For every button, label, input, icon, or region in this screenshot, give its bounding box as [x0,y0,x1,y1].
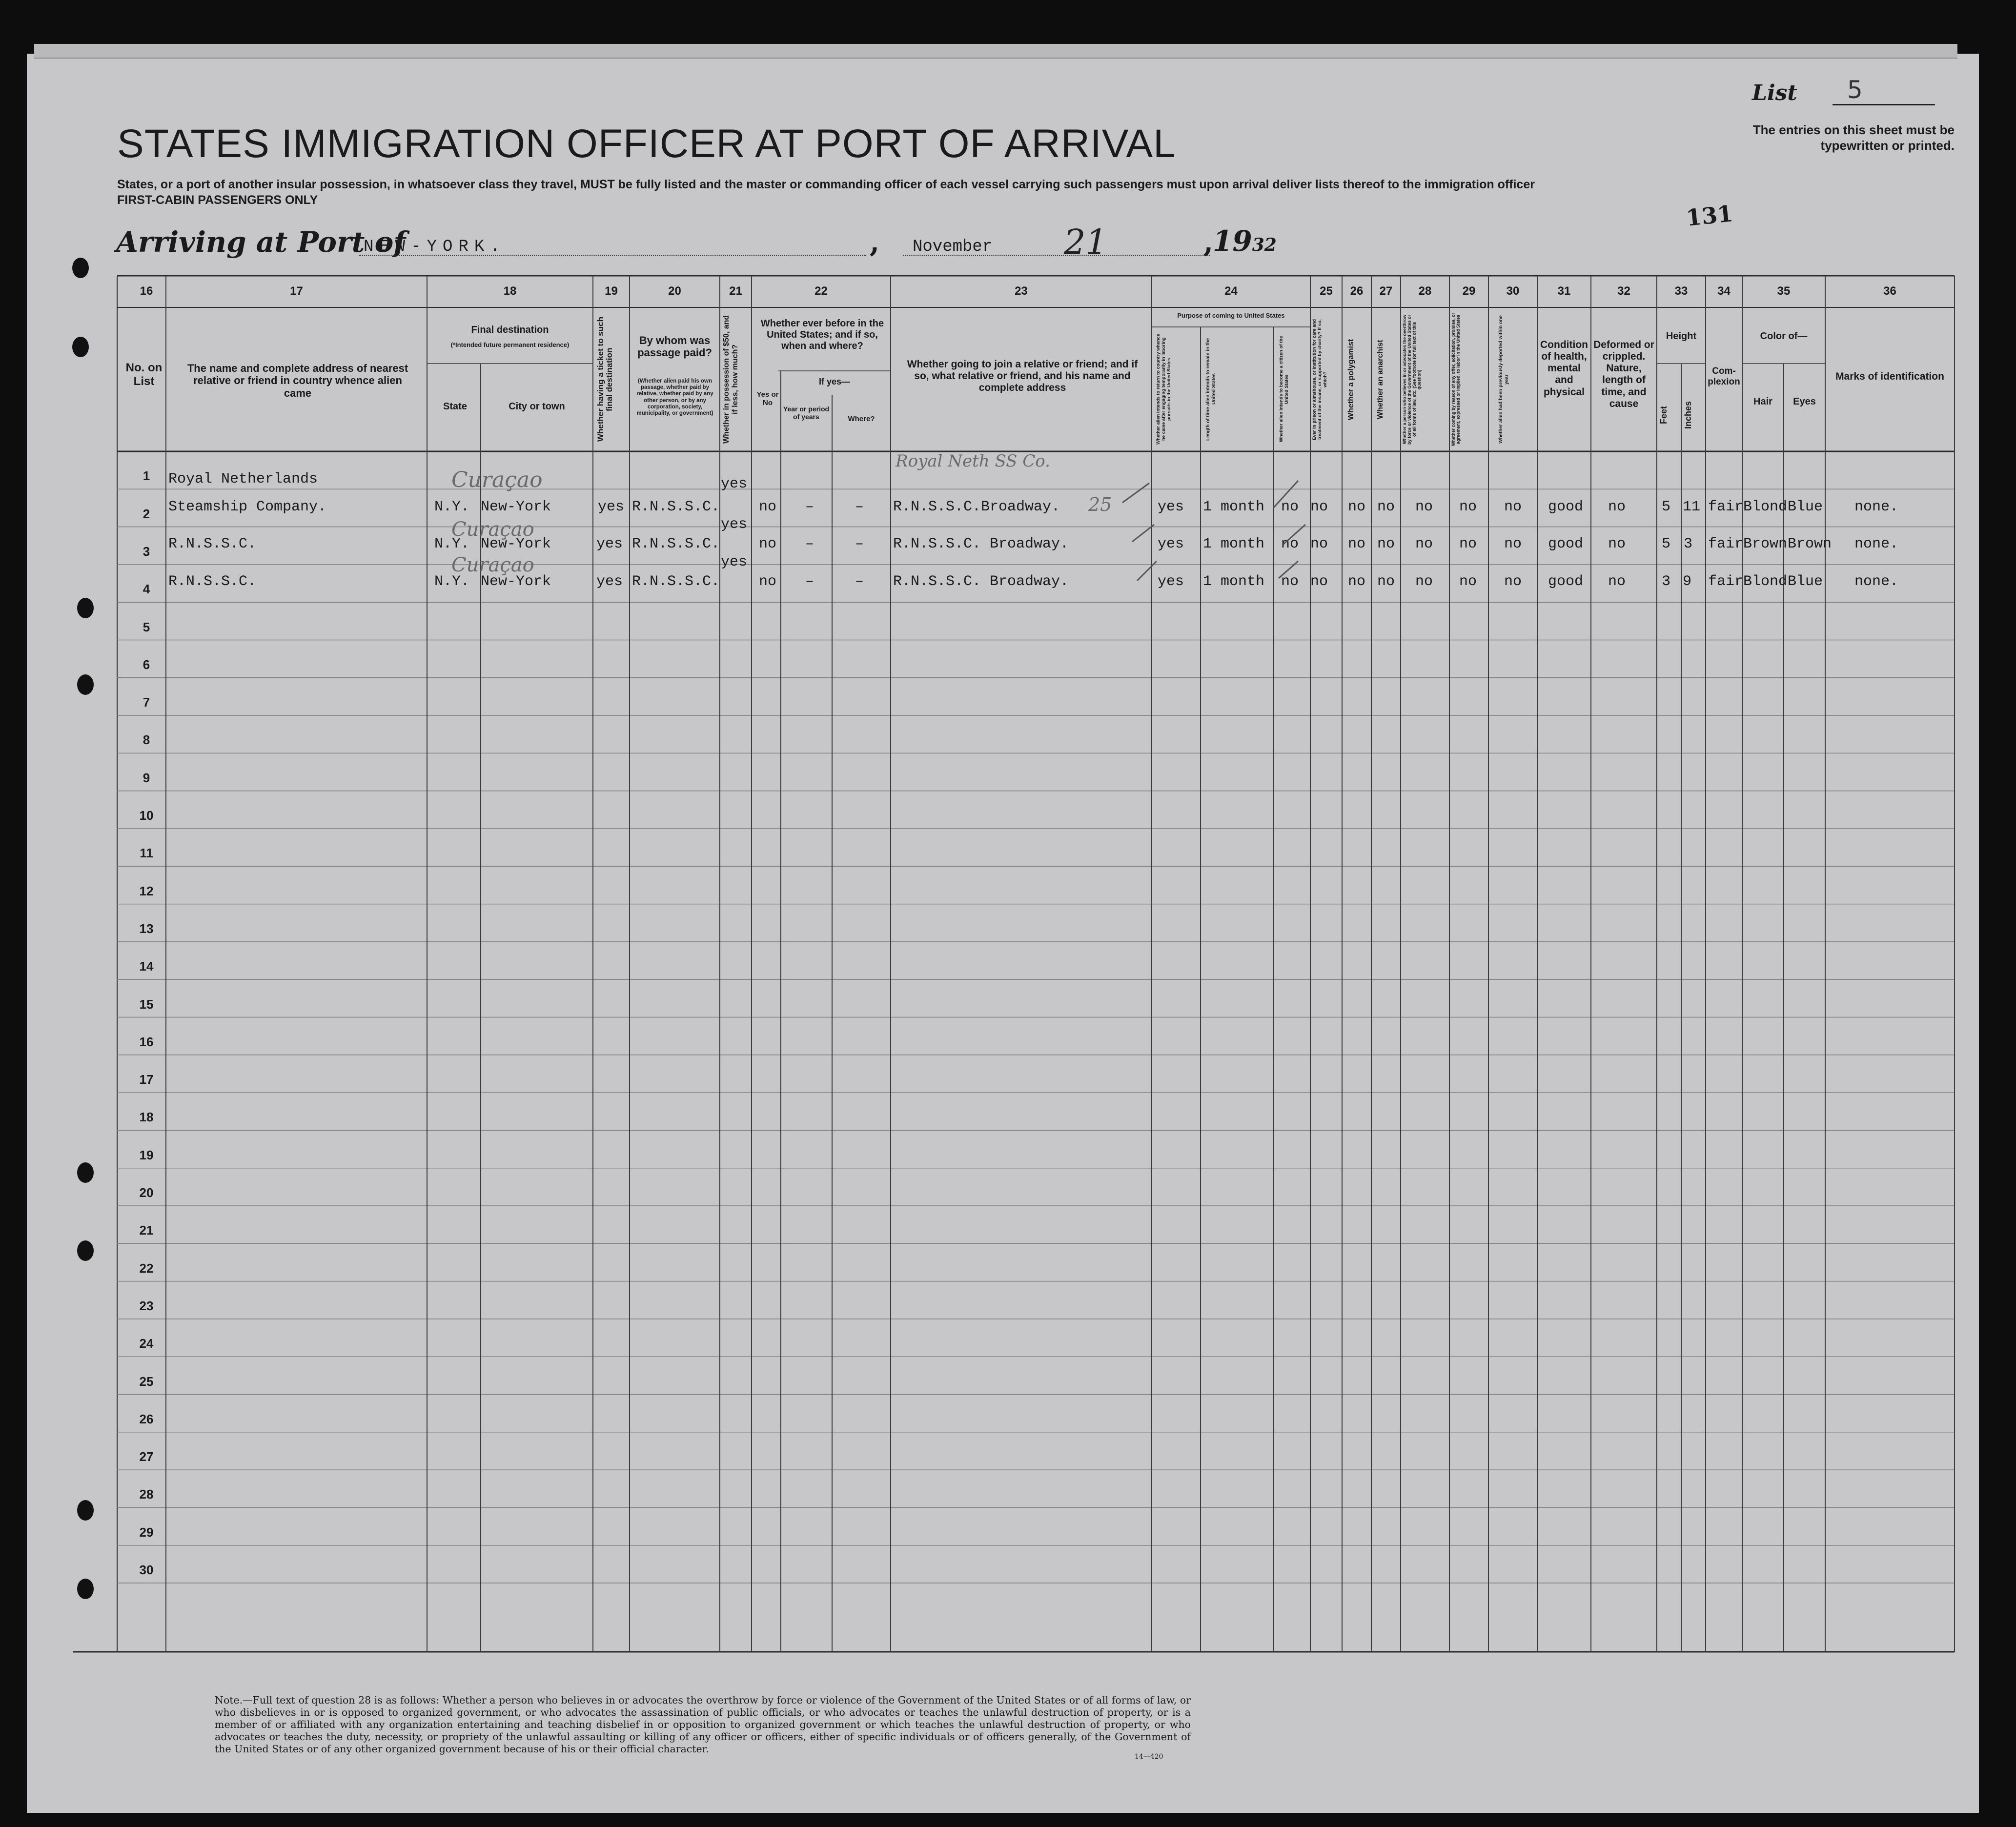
row-number: 1 [143,468,150,484]
header-feet: Feet [1659,406,1669,424]
row-number: 28 [139,1487,154,1502]
subtitle-line-1: States, or a port of another insular possession, in whatsoever class they travel, MUST be fully listed and the master or commanding officer of each vessel carrying such passengers must upon arrival deliver lists thereof to the immigration officer [117,178,1535,191]
header-purpose: Purpose of coming to United States [1177,312,1285,319]
ticket-value: yes [598,499,625,515]
form-number: 14—420 [1135,1753,1163,1761]
feet-value: 5 [1662,499,1671,515]
header-anarchist: Whether an anarchist [1376,340,1385,419]
header-where: Where? [848,415,875,423]
column-number: 26 [1350,284,1364,298]
row-number: 17 [139,1072,154,1087]
column-number: 35 [1777,284,1791,298]
anarchist-value: no [1377,536,1395,552]
entries-note: The entries on this sheet must be typewritten or printed. [1752,122,1955,153]
row-number: 21 [139,1223,154,1238]
deported-value: no [1504,536,1522,552]
row-number: 4 [143,582,150,597]
before-value: no [759,573,777,590]
relative-line-2: R.N.S.S.C. [168,573,257,590]
ticket-value: yes [596,536,623,552]
handwritten-destination: Curaçao [451,554,534,576]
row-number: 23 [139,1298,154,1313]
state-value: N.Y. [434,499,470,515]
length-value: 1 month [1203,499,1265,515]
column-number: 18 [503,284,517,298]
fifty-value: yes [721,516,748,533]
row-number: 13 [139,921,154,936]
list-number: 5 [1833,76,1935,105]
eyes-value: Blue [1788,573,1823,590]
city-value: New-York [481,536,551,552]
prison-value: no [1310,499,1328,515]
list-label: List [1752,81,1797,105]
row-number: 10 [139,808,154,823]
city-value: New-York [481,499,551,515]
row-number: 2 [143,506,150,521]
header-nearest-relative: The name and complete address of nearest relative or friend in country whence alien came [187,362,408,399]
years-value: – [805,573,815,590]
header-no-on-list: No. on List [125,361,163,388]
column-number: 17 [290,284,303,298]
paid-by-value: R.N.S.S.C. [632,499,720,515]
length-value: 1 month [1203,536,1265,552]
header-final-destination: Final destination [471,325,549,335]
row-number: 25 [139,1374,154,1389]
citizen-value: no [1281,536,1299,552]
row-number: 3 [143,544,150,559]
handwritten-number: 25 [1088,494,1112,515]
return-value: yes [1158,573,1184,590]
header-deformed: Deformed or crippled. Nature, length of time, and cause [1593,339,1654,409]
header-height: Height [1666,331,1697,342]
column-number: 36 [1883,284,1896,298]
return-value: yes [1158,536,1184,552]
anarchist-value: no [1377,499,1395,515]
feet-value: 3 [1662,573,1671,590]
row-number: 18 [139,1110,154,1125]
state-value: N.Y. [434,573,470,590]
row-number: 29 [139,1524,154,1540]
row-number: 16 [139,1034,154,1049]
joining-value: R.N.S.S.C. Broadway. [893,573,1069,590]
header-year-period: Year or period of years [783,405,830,421]
deformed-value: no [1608,573,1626,590]
joining-value: R.N.S.S.C. Broadway. [893,536,1069,552]
header-color-of: Color of— [1760,331,1808,342]
row-number: 27 [139,1449,154,1464]
header-inches: Inches [1683,401,1693,429]
year-prefix: 19 [1213,224,1252,258]
row-number: 11 [140,846,153,861]
column-number: 23 [1015,284,1028,298]
column-number: 22 [815,284,828,298]
marks-value: none. [1854,499,1899,515]
subtitle-line-2: FIRST-CABIN PASSENGERS ONLY [117,193,318,207]
years-value: – [805,499,815,515]
row-number: 22 [139,1260,154,1276]
years-value: – [805,536,815,552]
handwritten-destination: Curaçao [451,467,543,492]
handwritten-note: Royal Neth SS Co. [896,451,1050,471]
header-eyes: Eyes [1793,396,1816,407]
header-final-destination-note: (*Intended future permanent residence) [450,341,570,348]
eyes-value: Blue [1788,499,1823,515]
row-number: 24 [139,1336,154,1351]
header-if-yes: If yes— [818,377,851,386]
header-health: Condition of health, mental and physical [1540,339,1588,398]
return-value: yes [1158,499,1184,515]
header-deported: Whether alien had been previously deported within one year [1498,315,1509,444]
inches-value: 3 [1684,536,1693,552]
page-title: STATES IMMIGRATION OFFICER AT PORT OF ARRIVAL [117,122,1176,166]
q28-value: no [1415,573,1433,590]
header-passage-note: (Whether alien paid his own passage, whether paid by relative, whether paid by any other person, or by any corporation, society, municipality, or government) [636,378,713,417]
footnote: Note.—Full text of question 28 is as follows: Whether a person who believes in or advocates the overthrow by force or violence of the Government of the United States or of all forms of law, or who disbelieves in or is opposed to organized government, or who advocates the assassination of public officials, or who advocates or teaches the unlawful destruction of property, or is a member of or affiliated with any organization entertaining and teaching disbelief in or opposition to organized government or which teaches the unlawful destruction of property, or who advocates or teaches the duty, necessity, or propriety of the unlawful assaulting or killing of any officer or officers, either of specific individuals or of officers generally, of the Government of the United States or of any other organized government because of his or their official character. [215,1694,1191,1755]
column-number: 34 [1717,284,1731,298]
row-number: 30 [139,1563,154,1577]
header-question-28: Whether a person who believes in or advocates the overthrow by force or violence of the Government of the United States or of all forms of law, etc. (See footnote for full text of this question) [1402,314,1422,445]
header-ever-before: Whether ever before in the United States; and if so, when and where? [760,318,884,351]
contract-value: no [1459,499,1477,515]
q28-value: no [1415,536,1433,552]
relative-line-1: Royal Netherlands [168,471,318,487]
inches-value: 9 [1683,573,1692,590]
marks-value: none. [1854,573,1899,590]
row-number: 26 [139,1411,154,1426]
paid-by-value: R.N.S.S.C. [632,573,720,590]
column-number: 21 [729,284,742,298]
hair-value: Brown [1743,536,1788,552]
ticket-value: yes [596,573,623,590]
column-number: 19 [605,284,618,298]
row-number: 14 [139,959,154,974]
contract-value: no [1459,536,1477,552]
deported-value: no [1504,573,1522,590]
row-number: 19 [139,1147,154,1162]
health-value: good [1548,499,1584,515]
column-number: 28 [1418,284,1432,298]
header-city: City or town [509,401,565,412]
header-citizen: Whether alien intends to become a citizen of the United States [1279,336,1289,443]
arriving-label: Arriving at Port of [116,225,406,259]
header-polygamist: Whether a polygamist [1347,339,1355,420]
header-fifty-dollars: Whether in possession of $50, and if less, how much? [722,315,739,444]
before-value: no [759,499,777,515]
column-number: 30 [1506,284,1520,298]
port-value: NEW-YORK. [364,238,506,256]
header-hair: Hair [1753,396,1772,407]
hair-value: Blond [1743,499,1788,515]
row-number: 6 [143,657,150,672]
citizen-value: no [1281,573,1299,590]
where-value: – [855,573,864,590]
header-ticket: Whether having a ticket to such final destination [596,317,614,442]
column-number: 33 [1674,284,1688,298]
header-state: State [443,401,467,412]
header-joining: Whether going to join a relative or friend; and if so, what relative or friend, and his name and complete address [907,359,1138,394]
row-number: 12 [139,883,154,898]
anarchist-value: no [1377,573,1395,590]
row-number: 7 [143,695,150,710]
column-number: 16 [140,284,153,298]
relative-line-2: R.N.S.S.C. [168,536,257,552]
header-yes-no: Yes or No [756,390,779,407]
header-length-of-stay: Length of time alien intends to remain in the United States [1205,338,1217,441]
column-number: 29 [1462,284,1476,298]
deported-value: no [1504,499,1522,515]
fifty-value: yes [721,554,748,570]
comma: , [870,225,880,259]
polygamist-value: no [1348,573,1366,590]
health-value: good [1548,536,1584,552]
fifty-value: yes [721,476,748,492]
q28-value: no [1415,499,1433,515]
complexion-value: fair [1708,499,1744,515]
column-number: 24 [1224,284,1238,298]
prison-value: no [1310,573,1328,590]
header-passage-paid: By whom was passage paid? [637,334,712,359]
header-return: Whether alien intends to return to country whence he came after engaging temporarily in laboring pursuits in the United States [1156,334,1172,445]
state-value: N.Y. [434,536,470,552]
deformed-value: no [1608,536,1626,552]
eyes-value: Brown [1788,536,1832,552]
header-marks: Marks of identification [1835,371,1944,382]
column-number: 27 [1379,284,1393,298]
polygamist-value: no [1348,536,1366,552]
joining-value: R.N.S.S.C.Broadway. [893,499,1060,515]
header-prison: Ever in prison or almshouse, or institution for care and treatment of the insane, or supported by charity? If so, which? [1312,319,1328,440]
health-value: good [1548,573,1584,590]
polygamist-value: no [1348,499,1366,515]
feet-value: 5 [1662,536,1671,552]
stamp-number: 131 [1685,200,1734,231]
paid-by-value: R.N.S.S.C. [632,536,720,552]
deformed-value: no [1608,499,1626,515]
column-number: 25 [1320,284,1333,298]
marks-value: none. [1854,536,1899,552]
citizen-value: no [1281,499,1299,515]
prison-value: no [1310,536,1328,552]
day-value: 21 [1064,222,1108,262]
header-complexion: Com- plexion [1708,366,1740,387]
complexion-value: fair [1708,573,1744,590]
handwritten-destination: Curaçao [451,518,534,541]
complexion-value: fair [1708,536,1744,552]
header-contract-labor: Whether coming by reason of any offer, solicitation, promise, or agreement, expressed or implied, to labor in the United States [1451,312,1461,447]
row-number: 20 [139,1185,154,1200]
city-value: New-York [481,573,551,590]
contract-value: no [1459,573,1477,590]
length-value: 1 month [1203,573,1265,590]
row-number: 9 [143,770,150,785]
row-number: 15 [139,996,154,1012]
inches-value: 11 [1683,499,1701,515]
where-value: – [855,499,864,515]
relative-line-2: Steamship Company. [168,499,327,515]
column-number: 32 [1617,284,1630,298]
row-number: 8 [143,732,150,748]
comma: , [1203,225,1214,259]
column-number: 20 [668,284,681,298]
column-number: 31 [1557,284,1571,298]
where-value: – [855,536,864,552]
hair-value: Blond [1743,573,1788,590]
year-suffix: 32 [1252,235,1277,255]
month-value: November [913,238,993,256]
before-value: no [759,536,777,552]
row-number: 5 [143,619,150,634]
